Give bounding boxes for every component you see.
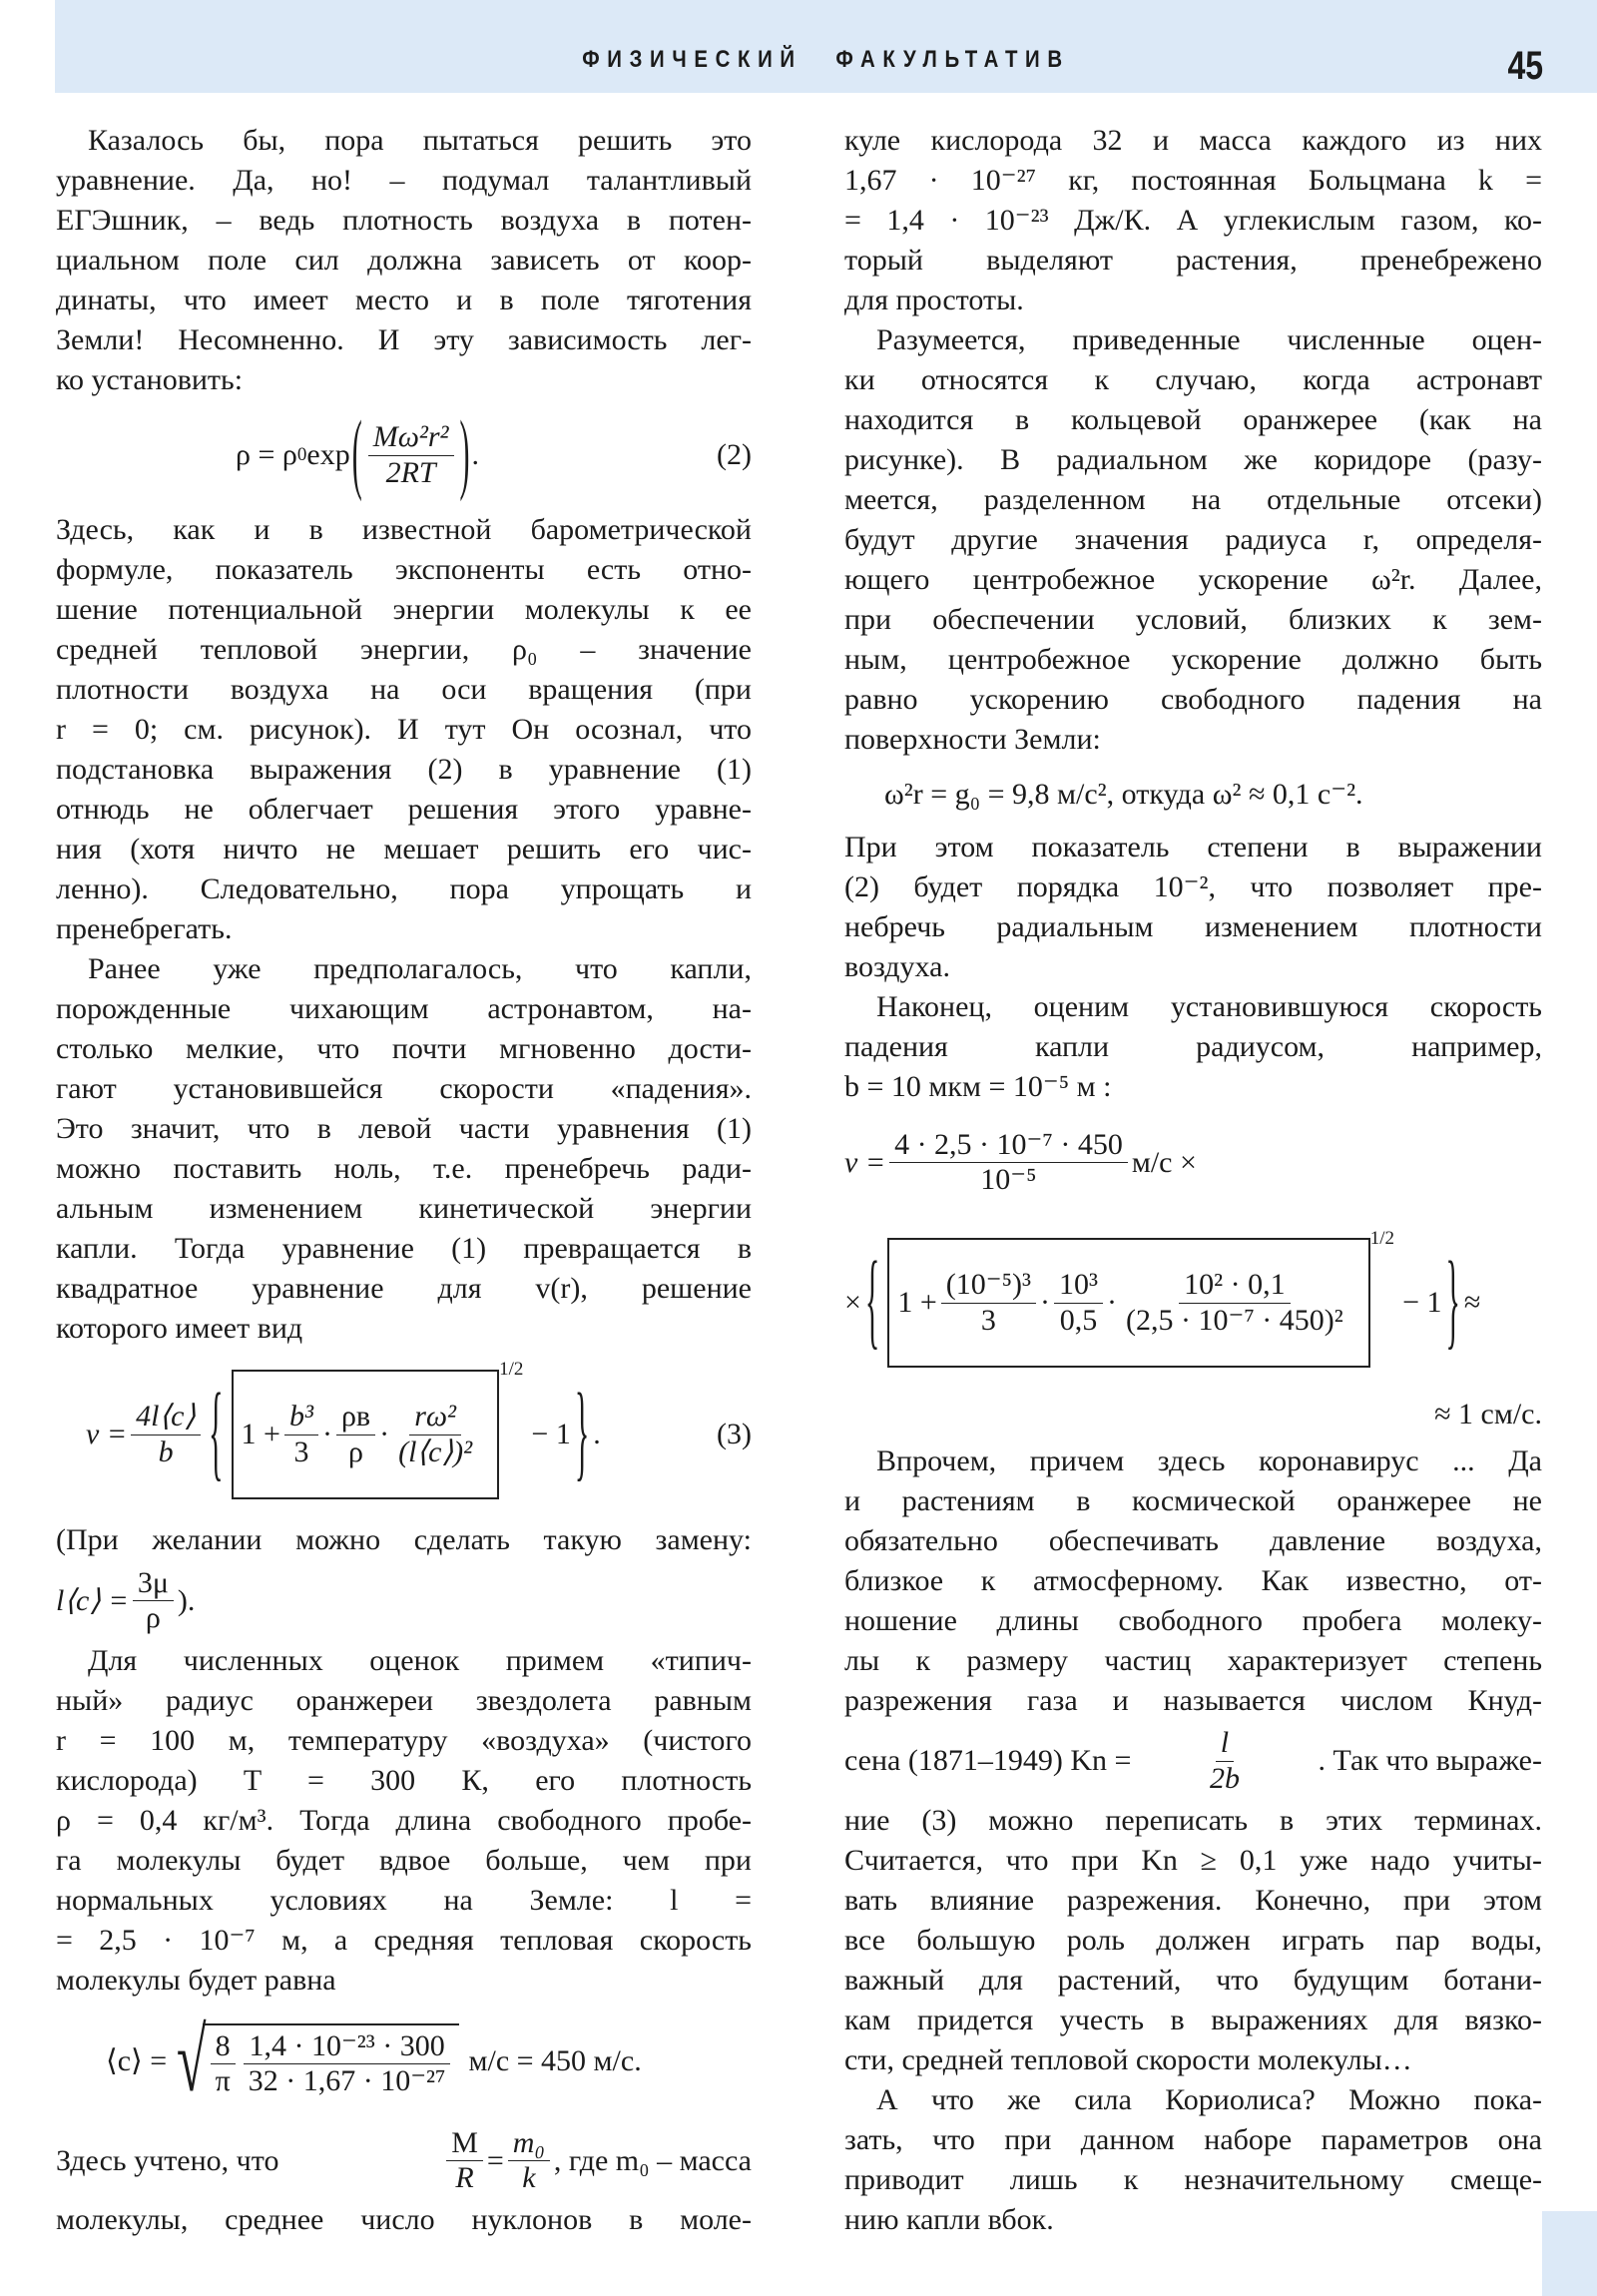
text-line: столько мелкие, что почти мгновенно дости- (56, 1032, 752, 1065)
formula-text: ≈ (1463, 1286, 1481, 1319)
text-line: равно ускорению свободного падения на (844, 683, 1542, 716)
text-line: Ранее уже предполагалось, что капли, (88, 952, 752, 985)
text-line: которого имеет вид (56, 1312, 303, 1345)
formula-text: v = (86, 1418, 128, 1450)
text-line: важный для растений, что будущим ботани- (844, 1964, 1542, 1997)
fraction (131, 1400, 201, 1469)
text-line: ния (хотя ничто не мешает решить его чис- (56, 833, 752, 865)
text-line: молекулы будет равна (56, 1964, 336, 1997)
text-line: Разумеется, приведенные численные оцен- (876, 323, 1542, 356)
formula-velocity-2: × { 1 + $\frac{\text{(10⁻⁵)³}}{3}$ · $\frac{\text{10³}}{0,5}$ · $\frac{\text{10² · 0,1}}{\text{(2,5 · 10⁻⁷ · 450)²}}$ 1/2 − 1 } ≈ (844, 1218, 1542, 1388)
text-line: формуле, показатель экспоненты есть отно- (56, 553, 752, 586)
numerator: m₀ (508, 2126, 550, 2162)
fraction (133, 1566, 174, 1636)
numerator: 10³ (1054, 1268, 1103, 1304)
denominator: ρ (348, 1435, 364, 1468)
numerator: 3μ (133, 1566, 174, 1602)
text-line: кислорода) T = 300 К, его плотность (56, 1764, 752, 1797)
denominator: 0,5 (1059, 1303, 1098, 1337)
text-line: гают установившейся скорости «падения». (56, 1072, 752, 1105)
numerator: M (446, 2126, 483, 2162)
text-line: находится в кольцевой оранжерее (как на (844, 403, 1542, 436)
text-line: близкое к атмосферному. Как известно, от- (844, 1564, 1542, 1597)
text-line: обязательно обеспечивать давление воздуха, (844, 1524, 1542, 1557)
text-line: Это значит, что в левой части уравнения (1) (56, 1112, 752, 1145)
denominator: 2b (1209, 1761, 1240, 1795)
text-line: молекулы, среднее число нуклонов в моле- (56, 2203, 752, 2236)
denominator: k (522, 2161, 536, 2194)
text-line: плотности воздуха на оси вращения (при (56, 673, 752, 706)
text-line: (При желании можно сделать такую замену: (56, 1523, 752, 1556)
denominator: b (158, 1435, 174, 1468)
numerator: 4l⟨c⟩ (131, 1400, 201, 1435)
formula-text: · (1107, 1286, 1118, 1319)
paragraph (844, 828, 1542, 987)
denominator: 2RT (385, 455, 436, 489)
formula-text: 0 (296, 444, 307, 465)
page-number: 45 (1506, 44, 1543, 88)
numerator: l (1216, 1726, 1234, 1762)
text-line: подстановка выражения (2) в уравнение (1) (56, 753, 752, 786)
text-line: торый выделяют растения, пренебрежено (844, 244, 1542, 277)
formula-text: × (844, 1286, 861, 1319)
numerator: 10² · 0,1 (1179, 1268, 1290, 1304)
corner-strip (1542, 2211, 1597, 2296)
text-line: можно поставить ноль, т.е. пренебречь ради- (56, 1152, 752, 1185)
text-line: капли. Тогда уравнение (1) превращается в (56, 1232, 752, 1265)
formula-text: v = (844, 1145, 886, 1179)
denominator: (2,5 · 10⁻⁷ · 450)² (1126, 1303, 1343, 1337)
formula-text: 1 + (897, 1286, 937, 1319)
substitution-formula (56, 1560, 752, 1641)
formula-3: v = $\frac{4l⟨c⟩}{b}$ { 1 + $\frac{\text{b³}}{3}$ · $\frac{\rho в}{\rho}$ · $\frac{\text{rω²}}{\text{(l⟨c⟩)²}}$ 1/2 − 1 } . (3) (56, 1349, 752, 1520)
text-line: ным, центробежное ускорение должно быть (844, 643, 1542, 676)
formula-text: ρ = ρ (236, 438, 297, 471)
fraction (393, 1400, 477, 1469)
text-line: пренебрегать. (56, 912, 233, 945)
paragraph (844, 121, 1542, 320)
text: Здесь учтено, что (56, 2143, 279, 2177)
right-column (844, 121, 1542, 2240)
text-line: вать влияние разрежения. Конечно, при этом (844, 1884, 1542, 1917)
formula-velocity-1 (844, 1107, 1542, 1218)
text-line: Казалось бы, пора пытаться решить это (88, 124, 752, 157)
text-line: ленно). Следовательно, пора упрощать и (56, 872, 752, 905)
text-line: поверхности Земли: (844, 723, 1101, 756)
header-band (55, 0, 1597, 93)
denominator: (l⟨c⟩)² (398, 1435, 473, 1468)
numerator: b³ (284, 1400, 318, 1435)
text-line: 1,67 · 10⁻²⁷ кг, постоянная Больцмана k = (844, 164, 1542, 197)
paragraph (844, 987, 1542, 1107)
running-title: ФИЗИЧЕСКИЙ ФАКУЛЬТАТИВ (582, 46, 1070, 73)
formula-text: · (1040, 1286, 1051, 1319)
numerator: rω² (409, 1400, 461, 1435)
text-line: А что же сила Кориолиса? Можно пока- (876, 2083, 1542, 2116)
text-line: ки относятся к случаю, когда астронавт (844, 363, 1542, 396)
formula-text: − 1 (531, 1418, 571, 1450)
text-line: при обеспечении условий, близких к зем- (844, 603, 1542, 636)
text-line: средней тепловой энергии, ρ₀ – значение (56, 633, 752, 666)
text-line: воздуха. (844, 950, 950, 983)
denominator: ρ (145, 1601, 161, 1634)
text-line: нию капли вбок. (844, 2203, 1054, 2236)
paragraph (844, 2080, 1542, 2240)
fraction (508, 2126, 550, 2196)
numerator: 4 · 2,5 · 10⁻⁷ · 450 (889, 1128, 1128, 1164)
fraction (1205, 1726, 1245, 1796)
text-line: r = 0; см. рисунок). И тут Он осознал, что (56, 713, 752, 746)
equation-number: (3) (717, 1418, 752, 1450)
note-line (56, 2121, 752, 2200)
equation-number: (2) (717, 438, 752, 471)
text-line: зать, что при данном наборе параметров она (844, 2123, 1542, 2156)
text-line: нормальных условиях на Земле: l = (56, 1884, 752, 1917)
text: сена (1871–1949) Kn = (844, 1744, 1132, 1777)
text-line: квадратное уравнение для v(r), решение (56, 1272, 752, 1305)
text-line: ρ = 0,4 кг/м³. Тогда длина свободного пробе- (56, 1804, 752, 1837)
fraction (889, 1128, 1128, 1198)
text-line: динаты, что имеет место и в поле тяготения (56, 284, 752, 316)
formula-text: = (486, 2143, 504, 2177)
formula-text: ⟨c⟩ = (106, 2044, 168, 2077)
knudsen-line (844, 1721, 1542, 1801)
text-line: все большую роль должен играть пар воды, (844, 1924, 1542, 1957)
text-line: Считается, что при Kn ≥ 0,1 уже надо учиты- (844, 1844, 1542, 1877)
text-line: Наконец, оценим установившуюся скорость (876, 990, 1542, 1023)
text-line: рисунке). В радиальном же коридоре (разу- (844, 443, 1542, 476)
text-line: уравнение. Да, но! – подумал талантливый (56, 164, 752, 197)
denominator: R (455, 2161, 474, 2194)
denominator: 3 (293, 1435, 309, 1468)
text-line: лы к размеру частиц характеризует степень (844, 1644, 1542, 1677)
text-line: порожденные чихающим астронавтом, на- (56, 992, 752, 1025)
text-line: небречь радиальным изменением плотности (844, 910, 1542, 943)
text: , где m₀ – масса (553, 2143, 752, 2177)
text-line: ношение длины свободного пробега молеку- (844, 1604, 1542, 1637)
text-line: падения капли радиусом, например, (844, 1030, 1542, 1063)
text-line: Земли! Несомненно. И эту зависимость лег- (56, 323, 752, 356)
text-line: и растениям в космической оранжерее не (844, 1484, 1542, 1517)
bracket (887, 1238, 1359, 1368)
paragraph (56, 1641, 752, 2001)
text-line: Впрочем, причем здесь коронавирус ... Да (876, 1444, 1542, 1477)
paragraph (56, 2200, 752, 2240)
text-line: циальном поле сил должна зависеть от коор- (56, 244, 752, 277)
fraction (446, 2126, 483, 2196)
fraction (941, 1268, 1036, 1338)
paragraph (844, 320, 1542, 760)
fraction (244, 2029, 451, 2099)
formula-text: l⟨c⟩ = (56, 1584, 129, 1617)
square-root: √ $\frac{8}{\pi}$ $\frac{\text{1,4 · 10⁻²³ · 300}}{\text{32 · 1,67 · 10⁻²⁷}}$ (167, 2016, 458, 2106)
left-column (56, 121, 752, 2240)
denominator: 32 · 1,67 · 10⁻²⁷ (248, 2064, 446, 2097)
numerator: Mω²r² (368, 420, 454, 456)
text-line: r = 100 м, температуру «воздуха» (чистого (56, 1724, 752, 1757)
text-line: отнюдь не облегчает решения этого уравне- (56, 793, 752, 826)
numerator: ρв (336, 1400, 375, 1435)
text-line: ный» радиус оранжереи звездолета равным (56, 1684, 752, 1717)
text-line: Для численных оценок примем «типич- (88, 1644, 752, 1677)
fraction (336, 1400, 375, 1469)
exponent: 1/2 (1369, 1228, 1395, 1249)
paragraph (56, 510, 752, 949)
numerator: 8 (211, 2029, 236, 2065)
formula-text: − 1 (1402, 1286, 1442, 1319)
formula-text: м/с × (1131, 1145, 1197, 1179)
paragraph (56, 1520, 752, 1560)
text-line: для простоты. (844, 284, 1024, 316)
text-line: альным изменением кинетической энергии (56, 1192, 752, 1225)
text: . Так что выраже- (1318, 1744, 1542, 1777)
text-line: ющего центробежное ускорение ω²r. Далее, (844, 563, 1542, 596)
text-line: (2) будет порядка 10⁻², что позволяет пре- (844, 870, 1542, 903)
text-line: разрежения газа и называется числом Кнуд- (844, 1684, 1542, 1717)
text-line: ко установить: (56, 363, 244, 396)
text-line: га молекулы будет вдвое больше, чем при (56, 1844, 752, 1877)
paragraph (844, 1441, 1542, 1721)
text-line: Здесь, как и в известной барометрической (56, 513, 752, 546)
fraction (1054, 1268, 1103, 1338)
text-line: = 1,4 · 10⁻²³ Дж/К. А углекислым газом, ко- (844, 204, 1542, 237)
fraction (284, 1400, 318, 1469)
formula-text: м/с = 450 м/с. (468, 2043, 642, 2077)
bracket (232, 1370, 490, 1499)
formula-text: exp (306, 438, 350, 471)
paragraph (56, 121, 752, 400)
fraction (368, 420, 454, 490)
formula-omega: ω²r = g₀ = 9,8 м/с², откуда ω² ≈ 0,1 с⁻². (884, 777, 1363, 811)
text-line: b = 10 мкм = 10⁻⁵ м : (844, 1070, 1112, 1103)
formula-text: . (471, 438, 480, 471)
denominator: 10⁻⁵ (980, 1163, 1037, 1196)
text-line: шение потенциальной энергии молекулы к ее (56, 593, 752, 626)
paragraph (844, 1801, 1542, 2080)
text-line: При этом показатель степени в выражении (844, 831, 1542, 863)
denominator: π (215, 2064, 231, 2097)
text-line: будут другие значения радиуса r, определя- (844, 523, 1542, 556)
formula-text: · (379, 1418, 390, 1450)
formula-2: ρ = ρ 0 exp ( $\frac{\text{Mω²r²}}{2RT}$ ) . (2) (236, 404, 752, 503)
exponent: 1/2 (499, 1359, 524, 1380)
numerator: (10⁻⁵)³ (941, 1268, 1036, 1304)
numerator: 1,4 · 10⁻²³ · 300 (244, 2029, 449, 2065)
formula-result: ≈ 1 см/с. (1434, 1398, 1542, 1431)
text-line: ЕГЭшник, – ведь плотность воздуха в потен- (56, 204, 752, 237)
text-line: приводит лишь к незначительному смеще- (844, 2163, 1542, 2196)
text-line: кам придется учесть в выражениях для вязко- (844, 2004, 1542, 2036)
text-line: = 2,5 · 10⁻⁷ м, а средняя тепловая скорость (56, 1924, 752, 1957)
fraction (1121, 1268, 1348, 1338)
formula-text: . (593, 1418, 601, 1450)
denominator: 3 (980, 1303, 996, 1337)
text-line: ние (3) можно переписать в этих терминах. (844, 1804, 1542, 1837)
formula-text: · (321, 1418, 332, 1450)
formula-text: 1 + (241, 1418, 280, 1450)
text-line: куле кислорода 32 и масса каждого из них (844, 124, 1542, 157)
fraction (211, 2029, 236, 2099)
text-line: сти, средней тепловой скорости молекулы… (844, 2043, 1412, 2076)
text-line: меется, разделенном на отдельные отсеки) (844, 483, 1542, 516)
paragraph (56, 949, 752, 1349)
formula-mean-speed (56, 2001, 752, 2121)
formula-text: ). (177, 1583, 196, 1617)
